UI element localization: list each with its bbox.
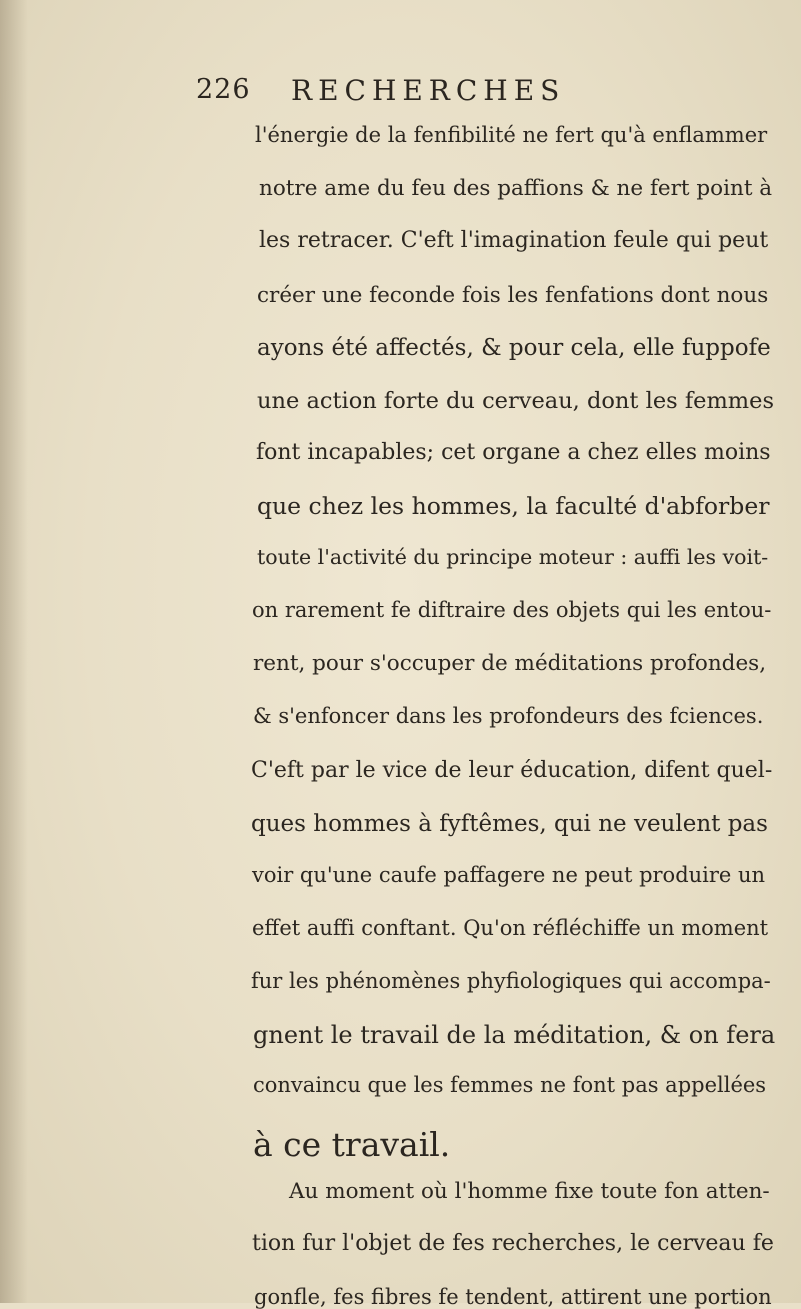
text-line: rent, pour s'occuper de méditations profondes, xyxy=(253,651,767,676)
binding-shadow xyxy=(0,0,28,1303)
text-line: effet auffi conftant. Qu'on réfléchiffe un moment xyxy=(252,916,769,940)
page-number: 226 xyxy=(196,74,251,105)
text-line: que chez les hommes, la faculté d'abforber xyxy=(257,492,770,520)
text-line: gnent le travail de la méditation, & on fera xyxy=(253,1021,776,1049)
running-head: RECHERCHES xyxy=(291,74,566,107)
text-line: fur les phénomènes phyfiologiques qui accompa- xyxy=(251,969,771,993)
text-line: tion fur l'objet de fes recherches, le cerveau fe xyxy=(252,1231,774,1256)
text-line: voir qu'une caufe paffagere ne peut produire un xyxy=(252,863,766,887)
text-line: créer une feconde fois les fenfations dont nous xyxy=(257,283,769,308)
text-line: ayons été affectés, & pour cela, elle fuppofe xyxy=(257,335,771,361)
text-line: convaincu que les femmes ne font pas appellées xyxy=(253,1073,767,1097)
text-line: C'eft par le vice de leur éducation, difent quel- xyxy=(251,758,773,783)
text-line: font incapables; cet organe a chez elles moins xyxy=(256,440,771,465)
text-line: & s'enfoncer dans les profondeurs des fciences. xyxy=(253,704,764,728)
text-line: les retracer. C'eft l'imagination feule qui peut xyxy=(259,228,769,253)
text-line: ques hommes à fyftêmes, qui ne veulent pas xyxy=(251,811,768,837)
text-line: on rarement fe diftraire des objets qui les entou- xyxy=(252,598,772,622)
text-line: notre ame du feu des paffions & ne fert point à xyxy=(259,176,773,201)
page-header xyxy=(0,74,801,114)
text-line: gonfle, fes fibres fe tendent, attirent une portion xyxy=(254,1285,772,1309)
text-line: une action forte du cerveau, dont les femmes xyxy=(257,388,775,414)
text-line: toute l'activité du principe moteur : auffi les voit- xyxy=(257,545,769,569)
text-line: l'énergie de la fenfibilité ne fert qu'à enflammer xyxy=(255,123,768,147)
text-line: Au moment où l'homme fixe toute fon atten- xyxy=(289,1179,770,1204)
text-line: à ce travail. xyxy=(253,1125,451,1164)
